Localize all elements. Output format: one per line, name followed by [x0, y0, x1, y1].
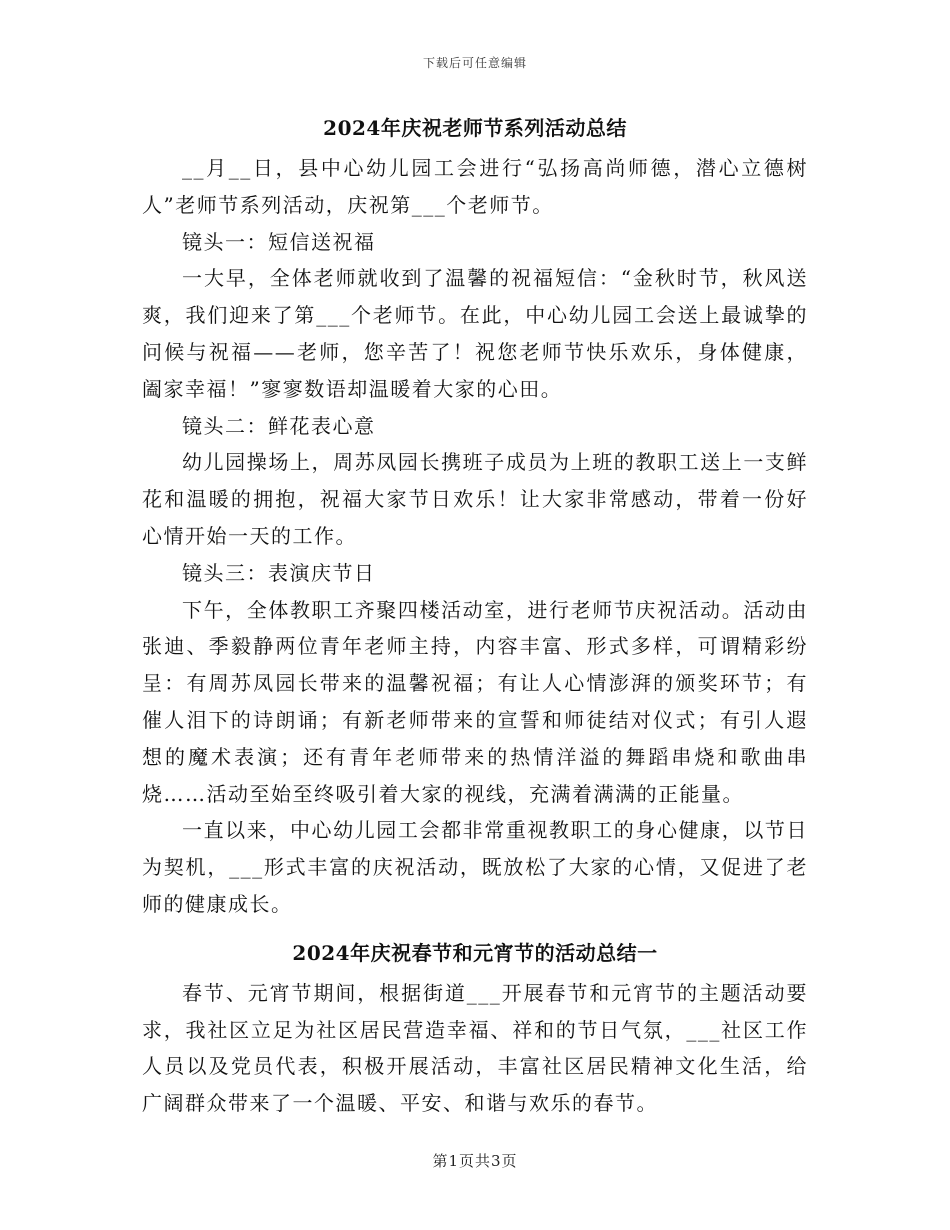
paragraph-spring-festival-intro: 春节、元宵节期间，根据街道___开展春节和元宵节的主题活动要求，我社区立足为社区居民营造幸福、祥和的节日气氛，___社区工作人员以及党员代表，积极开展活动，丰富社区居民精神文化生活，给广阔群众带来了一个温暖、平安、和谐与欢乐的春节。: [142, 980, 808, 1116]
document-body: [142, 112, 808, 1122]
scene-heading-two: 镜头二：鲜花表心意: [182, 413, 376, 438]
paragraph-scene-three: 下午，全体教职工齐聚四楼活动室，进行老师节庆祝活动。活动由张迪、季毅静两位青年老师主持，内容丰富、形式多样，可谓精彩纷呈：有周苏凤园长带来的温馨祝福；有让人心情澎湃的颁奖环节；有催人泪下的诗朗诵；有新老师带来的宣誓和师徒结对仪式；有引人遐想的魔术表演；还有青年老师带来的热情洋溢的舞蹈串烧和歌曲串烧……活动至始至终吸引着大家的视线，充满着满满的正能量。: [142, 597, 808, 806]
paragraph-conclusion: 一直以来，中心幼儿园工会都非常重视教职工的身心健康，以节日为契机，___形式丰富的庆祝活动，既放松了大家的心情，又促进了老师的健康成长。: [142, 818, 808, 916]
page-number-footer: 第1页共3页: [432, 1152, 518, 1170]
section-title-teachers-day: 2024年庆祝老师节系列活动总结: [323, 116, 627, 140]
paragraph-intro: __月__日，县中心幼儿园工会进行“弘扬高尚师德，潜心立德树人”老师节系列活动，庆祝第___个老师节。: [142, 156, 808, 217]
paragraph-scene-one: 一大早，全体老师就收到了温馨的祝福短信：“金秋时节，秋风送爽，我们迎来了第___个老师节。在此，中心幼儿园工会送上最诚挚的问候与祝福——老师，您辛苦了！祝您老师节快乐欢乐，身体健康，阖家幸福！”寥寥数语却温暖着大家的心田。: [142, 266, 808, 401]
scene-heading-one: 镜头一：短信送祝福: [182, 229, 376, 254]
scene-heading-three: 镜头三：表演庆节日: [182, 560, 376, 585]
page-header-note: 下载后可任意编辑: [422, 56, 527, 70]
section-title-spring-festival: 2024年庆祝春节和元宵节的活动总结一: [292, 940, 658, 965]
paragraph-scene-two: 幼儿园操场上，周苏凤园长携班子成员为上班的教职工送上一支鲜花和温暖的拥抱，祝福大家节日欢乐！让大家非常感动，带着一份好心情开始一天的工作。: [142, 450, 808, 548]
